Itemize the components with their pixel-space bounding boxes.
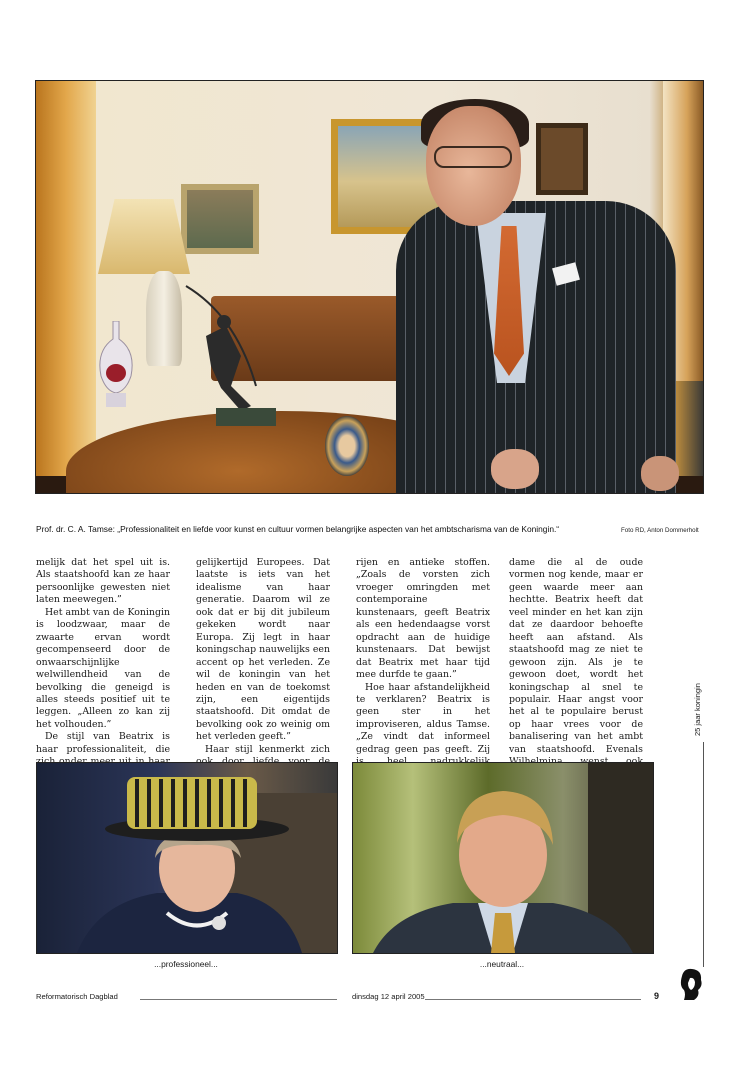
photo-right-caption: ...neutraal... [479,959,525,969]
paragraph: De stijl van Beatrix is haar professionaliteit, die [36,731,170,755]
paragraph: melijk dat het spel uit is. Als staatshoofd kan ze haar persoonlijke gewesten niet laten meewegen.” [36,557,170,606]
queen-illustration [37,763,337,953]
curtain-left [36,81,96,493]
footer-publication: Reformatorisch Dagblad [36,992,118,1001]
footer-date: dinsdag 12 april 2005 [352,992,425,1001]
section-label [689,683,709,770]
photo-prince [352,762,654,954]
paragraph: Haar stijl kenmerkt zich [205,743,330,755]
man-glasses [434,146,512,168]
photo-credit: Foto RD, Anton Dommerholt [621,527,699,534]
man-hand-right [641,456,679,491]
painting-small [181,184,259,254]
painting-dark [536,123,588,195]
man-hand-left [491,449,539,489]
footer-divider-right [425,999,641,1000]
footer-divider-left [140,999,337,1000]
side-divider [703,742,704,967]
miniature-portrait [325,416,369,476]
photo-left-caption: ...professioneel... [154,959,218,969]
paragraph: gelijkertijd Europees. Dat laatste is iets van het idealisme van haar generatie. Daarom wil ze ook dat er bij dit jubileum gekeken wordt naar Europa. Zij legt in haar koningschap nauwelijks een accent op het verleden. Ze wil de koningin van het heden en van de toekomst zijn, een eigentijds staatshoofd. Dit omdat de bevolking ook zo weinig om het verleden geeft.” [196,557,330,743]
main-photo [35,80,704,494]
photo-queen [36,762,338,954]
page-number: 9 [654,991,660,1001]
archer-statue [166,276,286,431]
queen-silhouette-icon [676,966,706,1002]
paragraph: dame die al de oude vormen nog kende, maar er geen waarde meer aan hechtte. Beatrix heeft dat veel minder en het kan zijn dat ze daardoor behoefte heeft aan afstand. Als staatshoofd mag ze niet te gewoon zijn. Als je te gewoon doet, wordt het koningschap al snel te populair. Haar angst voor het al te populaire berust op haar vrees voor de banalisering van het ambt van staatshoofd. Evenals [509,557,643,755]
paragraph: rijen en antieke stoffen. „Zoals de vorsten zich vroeger omringden met contemporaine kunstenaars, geeft Beatrix als een hedendaagse vorst opdracht aan de huidige kunstenaars. Dat bewijst dat Beatrix met haar tijd mee durfde te gaan.” [356,557,490,681]
paragraph: Het ambt van de Koningin is loodzwaar, maar de zwaarte ervan wordt gecompenseerd door de onwaarschijnlijke welwillendheid van de bevolking die geneigd is alles steeds positief uit te leggen. „Alleen zo kan zij het volhouden.” [36,606,170,730]
paragraph: Hoe haar afstandelijkheid te verklaren? Beatrix is geen ster in het improviseren, aldus Tamse. „Ze vindt dat informeel gedrag geen pas geeft. Zij [356,681,490,755]
section-label-text: 25 jaar koningin [693,683,702,736]
crystal-carafe [91,321,141,411]
main-photo-caption: Prof. dr. C. A. Tamse: „Professionaliteit en liefde voor kunst en cultuur vormen belangrijke aspecten van het ambtscharisma van de Koningin.“ [36,524,560,534]
prince-illustration [353,763,653,953]
lamp-shade [98,199,190,274]
